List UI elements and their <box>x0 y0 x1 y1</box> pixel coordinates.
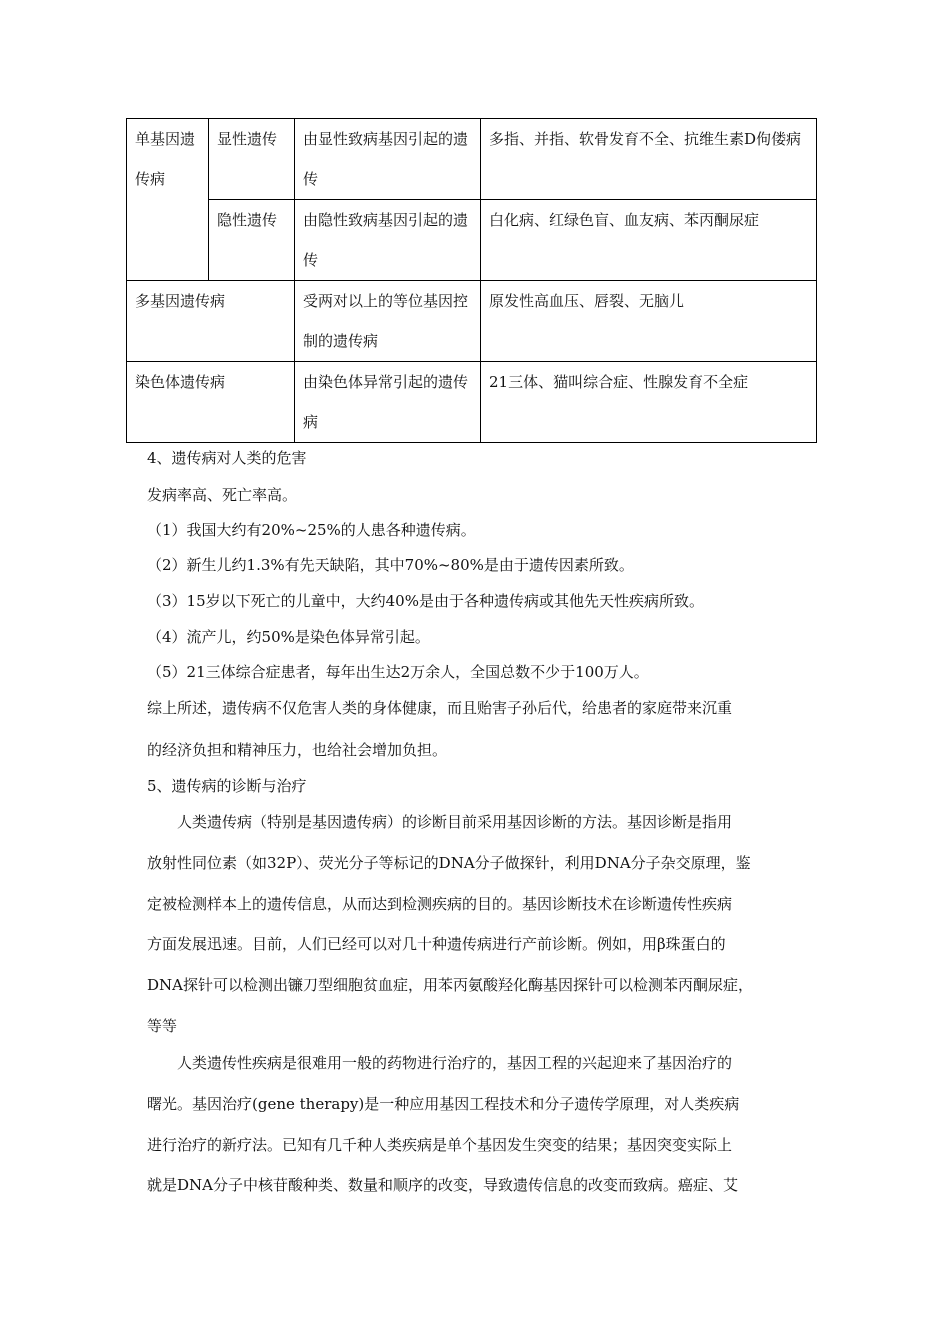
table-cell-group: 多基因遗传病 <box>127 281 295 362</box>
paragraph-line: 就是DNA分子中核苷酸种类、数量和顺序的改变，导致遗传信息的改变而致病。癌症、艾 <box>147 1176 738 1194</box>
list-item: （1）我国大约有20%~25%的人患各种遗传病。 <box>147 521 476 539</box>
table-cell-examples: 原发性高血压、唇裂、无脑儿 <box>481 281 817 362</box>
table-cell-cause: 由染色体异常引起的遗传病 <box>295 362 481 443</box>
table-cell-cause: 受两对以上的等位基因控制的遗传病 <box>295 281 481 362</box>
table-cell-examples: 21三体、猫叫综合症、性腺发育不全症 <box>481 362 817 443</box>
group-single-gene: 单基因遗传病 <box>135 130 196 188</box>
paragraph-line: 人类遗传性疾病是很难用一般的药物进行治疗的，基因工程的兴起迎来了基因治疗的 <box>177 1054 733 1072</box>
summary-line: 综上所述，遗传病不仅危害人类的身体健康，而且贻害子孙后代，给患者的家庭带来沉重 <box>147 699 733 717</box>
paragraph-line: DNA探针可以检测出镰刀型细胞贫血症，用苯丙氨酸羟化酶基因探针可以检测苯丙酮尿症， <box>147 976 753 994</box>
table-cell-type: 隐性遗传 <box>209 200 295 281</box>
table-row <box>127 281 817 362</box>
section5-heading: 5、遗传病的诊断与治疗 <box>147 777 307 795</box>
list-item: （2）新生儿约1.3%有先天缺陷，其中70%~80%是由于遗传因素所致。 <box>147 556 634 574</box>
table-row <box>127 119 817 200</box>
table-cell-cause: 由隐性致病基因引起的遗传 <box>295 200 481 281</box>
list-item: （5）21三体综合症患者，每年出生达2万余人，全国总数不少于100万人。 <box>147 663 649 681</box>
table-cell-group: 染色体遗传病 <box>127 362 295 443</box>
table-cell-examples: 多指、并指、软骨发育不全、抗维生素D佝偻病 <box>481 119 817 200</box>
table-row <box>127 362 817 443</box>
table-cell-cause: 由显性致病基因引起的遗传 <box>295 119 481 200</box>
section4-intro: 发病率高、死亡率高。 <box>147 486 298 504</box>
paragraph-line: 放射性同位素（如32P）、荧光分子等标记的DNA分子做探针，利用DNA分子杂交原理，鉴 <box>147 854 751 872</box>
paragraph-line: 曙光。基因治疗(gene therapy)是一种应用基因工程技术和分子遗传学原理，对人类疾病 <box>147 1095 740 1113</box>
disease-table <box>126 118 817 443</box>
table-row <box>127 200 817 281</box>
paragraph-line: 定被检测样本上的遗传信息，从而达到检测疾病的目的。基因诊断技术在诊断遗传性疾病 <box>147 895 733 913</box>
paragraph-line: 人类遗传病（特别是基因遗传病）的诊断目前采用基因诊断的方法。基因诊断是指用 <box>177 813 733 831</box>
paragraph-line: 方面发展迅速。目前，人们已经可以对几十种遗传病进行产前诊断。例如，用β珠蛋白的 <box>147 935 726 953</box>
table-cell-type: 显性遗传 <box>209 119 295 200</box>
paragraph-line: 进行治疗的新疗法。已知有几千种人类疾病是单个基因发生突变的结果；基因突变实际上 <box>147 1136 733 1154</box>
table-cell-examples: 白化病、红绿色盲、血友病、苯丙酮尿症 <box>481 200 817 281</box>
paragraph-line: 等等 <box>147 1017 178 1035</box>
section4-heading: 4、遗传病对人类的危害 <box>147 449 307 467</box>
summary-line: 的经济负担和精神压力，也给社会增加负担。 <box>147 741 448 759</box>
list-item: （3）15岁以下死亡的儿童中，大约40%是由于各种遗传病或其他先天性疾病所致。 <box>147 592 704 610</box>
list-item: （4）流产儿，约50%是染色体异常引起。 <box>147 628 430 646</box>
table-cell-group <box>127 119 209 281</box>
